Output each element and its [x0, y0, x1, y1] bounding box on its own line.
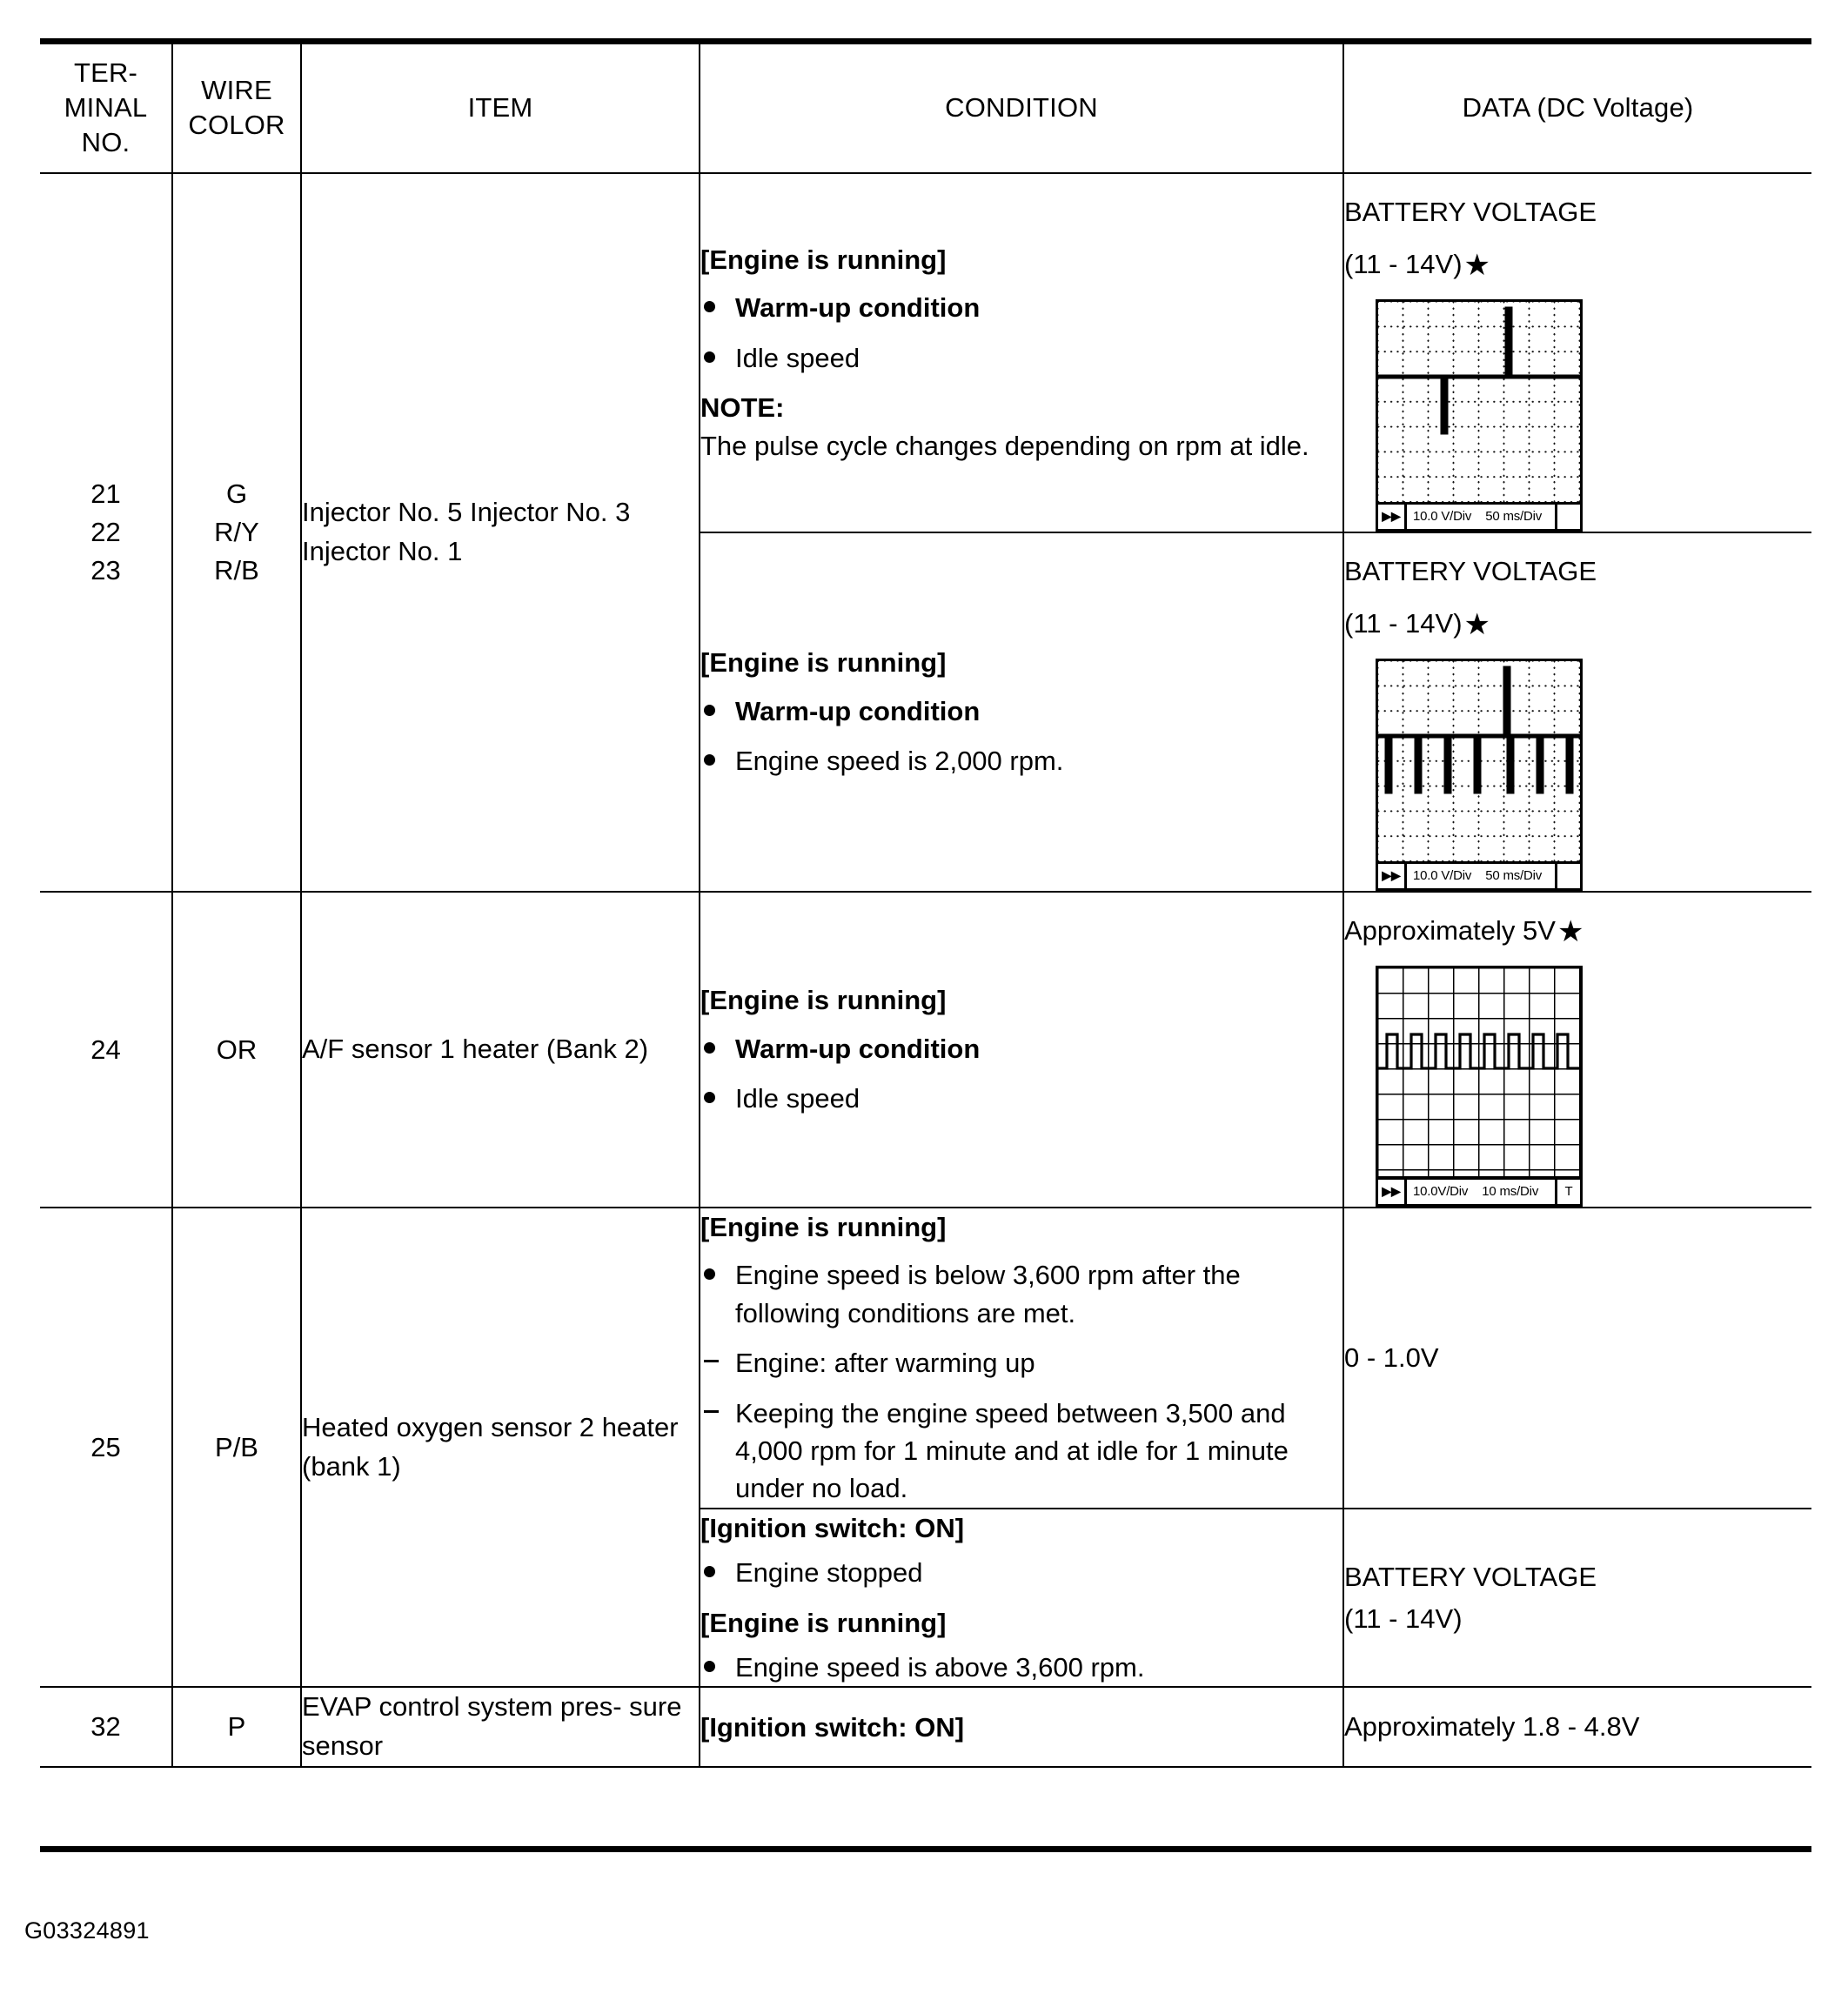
scope-readout-bar: [1378, 1177, 1580, 1204]
scope-volts-per-div: 10.0 V/Div: [1413, 509, 1472, 525]
header-terminal-no-line1: TER-: [73, 57, 138, 89]
cell-data: [1343, 892, 1811, 1208]
scope-time-per-div: 50 ms/Div: [1485, 509, 1543, 525]
header-terminal-no: [40, 43, 172, 173]
table-row: [40, 892, 1811, 1208]
note-text: The pulse cycle changes depending on rpm at idle.: [700, 430, 1309, 461]
condition-bullet-text: Engine: after warming up: [735, 1348, 1035, 1379]
wire-color-value: R/Y: [214, 517, 259, 548]
scope-run-icon: ▶▶: [1378, 1180, 1407, 1204]
condition-bullet-list: [700, 1554, 1342, 1591]
table-header: [40, 43, 1811, 173]
item-line: Injector No. 3: [470, 497, 631, 528]
header-wire-color-line1: WIRE: [201, 75, 272, 106]
table-body: [40, 173, 1811, 1767]
oscilloscope-waveform: [1376, 659, 1583, 891]
condition-heading: [Ignition switch: ON]: [700, 1711, 965, 1743]
condition-bullet-text: Engine stopped: [735, 1557, 923, 1589]
wire-color-value: G: [225, 478, 248, 509]
item-line: sure sensor: [302, 1691, 682, 1762]
bullet-dash-icon: [702, 1395, 730, 1432]
terminal-no-value: 32: [90, 1711, 121, 1743]
condition-heading: [Engine is running]: [700, 1212, 947, 1243]
scope-scale-text: [1407, 866, 1555, 885]
condition-bullet-text: Engine speed is 2,000 rpm.: [735, 746, 1064, 777]
table-bottom-rule: [40, 1846, 1811, 1852]
condition-heading-secondary: [Engine is running]: [700, 1607, 947, 1638]
condition-bullet-list: [700, 1256, 1342, 1507]
condition-heading: [Ignition switch: ON]: [700, 1512, 965, 1543]
list-item: [700, 1649, 1342, 1686]
note-label: NOTE:: [700, 392, 785, 424]
condition-bullet-list: [700, 289, 1342, 377]
cell-wire-color: [172, 1208, 301, 1687]
item-line: Injector No. 5: [302, 497, 463, 528]
condition-bullet-text: Engine speed is above 3,600 rpm.: [735, 1651, 1145, 1683]
data-subtitle: (11 - 14V): [1344, 608, 1463, 639]
cell-item: [301, 1687, 700, 1767]
data-title-wrap: [1344, 912, 1811, 950]
item-line: EVAP control system pres-: [302, 1691, 622, 1723]
bullet-dot-icon: [702, 1030, 730, 1067]
waveform-trace: [1378, 661, 1580, 861]
data-subtitle: (11 - 14V): [1344, 1603, 1463, 1634]
list-item: [700, 1395, 1342, 1508]
header-data: DATA (DC Voltage): [1343, 43, 1811, 173]
scope-run-icon: ▶▶: [1378, 864, 1407, 888]
cell-data: [1343, 1687, 1811, 1767]
condition-bullet-text: Warm-up condition: [735, 695, 981, 726]
header-condition: CONDITION: [700, 43, 1343, 173]
scope-trigger-marker: T: [1555, 1180, 1580, 1204]
cell-terminal-no: [40, 1687, 172, 1767]
scope-volts-per-div: 10.0V/Div: [1413, 1184, 1469, 1200]
oscilloscope-waveform: [1376, 966, 1583, 1207]
list-item: [700, 339, 1342, 377]
header-wire-color: [172, 43, 301, 173]
condition-heading: [Engine is running]: [700, 244, 947, 276]
item-line: heater (bank 1): [302, 1411, 679, 1482]
scope-plot-area: [1378, 661, 1580, 861]
condition-bullet-text: Engine speed is below 3,600 rpm after the following conditions are met.: [735, 1260, 1241, 1328]
list-item: [700, 1030, 1342, 1067]
item-line: Heated oxygen sensor 2: [302, 1411, 595, 1442]
terminal-no-value: 25: [90, 1431, 121, 1462]
header-terminal-no-line3: NO.: [81, 126, 131, 157]
list-item: [700, 289, 1342, 326]
cell-item: [301, 1208, 700, 1687]
wire-color-value: R/B: [214, 555, 259, 586]
cell-condition: [700, 1509, 1343, 1688]
cell-data: [1343, 1509, 1811, 1688]
star-icon: ★: [1557, 915, 1584, 949]
condition-bullet-text: Idle speed: [735, 1083, 860, 1114]
star-icon: ★: [1463, 608, 1491, 642]
terminal-no-value: 24: [90, 1034, 121, 1065]
data-title: BATTERY VOLTAGE: [1344, 197, 1597, 227]
table-row: [40, 1208, 1811, 1509]
cell-wire-color: [172, 892, 301, 1208]
table-row: [40, 1687, 1811, 1767]
condition-heading: [Engine is running]: [700, 985, 947, 1016]
terminal-no-value: 23: [90, 555, 121, 586]
condition-heading: [Engine is running]: [700, 647, 947, 679]
bullet-dot-icon: [702, 1256, 730, 1294]
bullet-dot-icon: [702, 339, 730, 377]
data-title: Approximately 1.8 - 4.8V: [1344, 1711, 1640, 1743]
scope-trigger-marker: [1555, 864, 1580, 888]
data-title: Approximately 5V: [1344, 915, 1556, 947]
header-terminal-no-line2: MINAL: [64, 92, 148, 124]
scope-run-icon: ▶▶: [1378, 505, 1407, 529]
cell-condition: [700, 532, 1343, 892]
waveform-trace: [1378, 302, 1580, 502]
scope-plot-area: [1378, 968, 1580, 1177]
cell-condition: [700, 1687, 1343, 1767]
wire-color-value: P: [227, 1711, 246, 1743]
header-row: [40, 43, 1811, 173]
bullet-dot-icon: [702, 1554, 730, 1591]
scope-readout-bar: [1378, 502, 1580, 529]
item-line: A/F sensor 1 heater: [302, 1034, 539, 1065]
list-item: [700, 1080, 1342, 1117]
cell-terminal-no: [40, 1208, 172, 1687]
list-item: [700, 742, 1342, 780]
list-item: [700, 1554, 1342, 1591]
condition-bullet-text: Idle speed: [735, 342, 860, 373]
bullet-dot-icon: [702, 289, 730, 326]
cell-condition: [700, 1208, 1343, 1509]
scope-trigger-marker: [1555, 505, 1580, 529]
cell-terminal-no: [40, 892, 172, 1208]
item-line: Injector No. 1: [302, 536, 463, 567]
data-title: BATTERY VOLTAGE: [1344, 1561, 1597, 1592]
scope-readout-bar: [1378, 861, 1580, 888]
wire-color-value: OR: [216, 1034, 258, 1065]
scope-plot-area: [1378, 302, 1580, 502]
scope-scale-text: [1407, 1182, 1555, 1201]
cell-wire-color: [172, 1687, 301, 1767]
scope-volts-per-div: 10.0 V/Div: [1413, 868, 1472, 884]
item-line: (Bank 2): [546, 1034, 649, 1065]
bullet-dash-icon: [702, 1344, 730, 1382]
scope-scale-text: [1407, 507, 1555, 525]
data-title: 0 - 1.0V: [1344, 1342, 1439, 1373]
oscilloscope-waveform: [1376, 299, 1583, 532]
condition-bullet-list: [700, 693, 1342, 780]
cell-terminal-no: [40, 173, 172, 892]
list-item: [700, 1256, 1342, 1332]
cell-data: [1343, 532, 1811, 892]
ecm-terminal-specification-table: [40, 42, 1811, 1768]
table-row: [40, 173, 1811, 532]
cell-wire-color: [172, 173, 301, 892]
bullet-dot-icon: [702, 1080, 730, 1117]
condition-bullet-text: Warm-up condition: [735, 1033, 981, 1064]
list-item: [700, 1344, 1342, 1382]
cell-item: [301, 173, 700, 892]
condition-bullet-list-secondary: [700, 1649, 1342, 1686]
data-title: BATTERY VOLTAGE: [1344, 556, 1597, 587]
cell-data: [1343, 173, 1811, 532]
header-item: ITEM: [301, 43, 700, 173]
list-item: [700, 693, 1342, 730]
bullet-dot-icon: [702, 742, 730, 780]
waveform-trace: [1378, 968, 1580, 1177]
cell-condition: [700, 173, 1343, 532]
condition-bullet-text: Keeping the engine speed between 3,500 and 4,000 rpm for 1 minute and at idle for 1 minute under no load.: [735, 1397, 1289, 1504]
condition-bullet-text: Warm-up condition: [735, 292, 981, 324]
scope-time-per-div: 10 ms/Div: [1482, 1184, 1539, 1200]
star-icon: ★: [1463, 249, 1491, 283]
bullet-dot-icon: [702, 693, 730, 730]
data-subtitle-wrap: [1344, 605, 1811, 643]
data-subtitle-wrap: [1344, 245, 1811, 284]
figure-reference-code: G03324891: [24, 1917, 150, 1944]
data-subtitle: (11 - 14V): [1344, 249, 1463, 280]
specification-table-wrapper: [40, 42, 1811, 1768]
bullet-dot-icon: [702, 1649, 730, 1686]
condition-bullet-list: [700, 1030, 1342, 1118]
terminal-no-value: 21: [90, 478, 121, 509]
wire-color-value: P/B: [215, 1431, 258, 1462]
cell-data: [1343, 1208, 1811, 1509]
condition-note: [700, 389, 1342, 465]
scope-time-per-div: 50 ms/Div: [1485, 868, 1543, 884]
cell-condition: [700, 892, 1343, 1208]
header-wire-color-line2: COLOR: [188, 110, 285, 140]
cell-item: [301, 892, 700, 1208]
terminal-no-value: 22: [90, 517, 121, 548]
